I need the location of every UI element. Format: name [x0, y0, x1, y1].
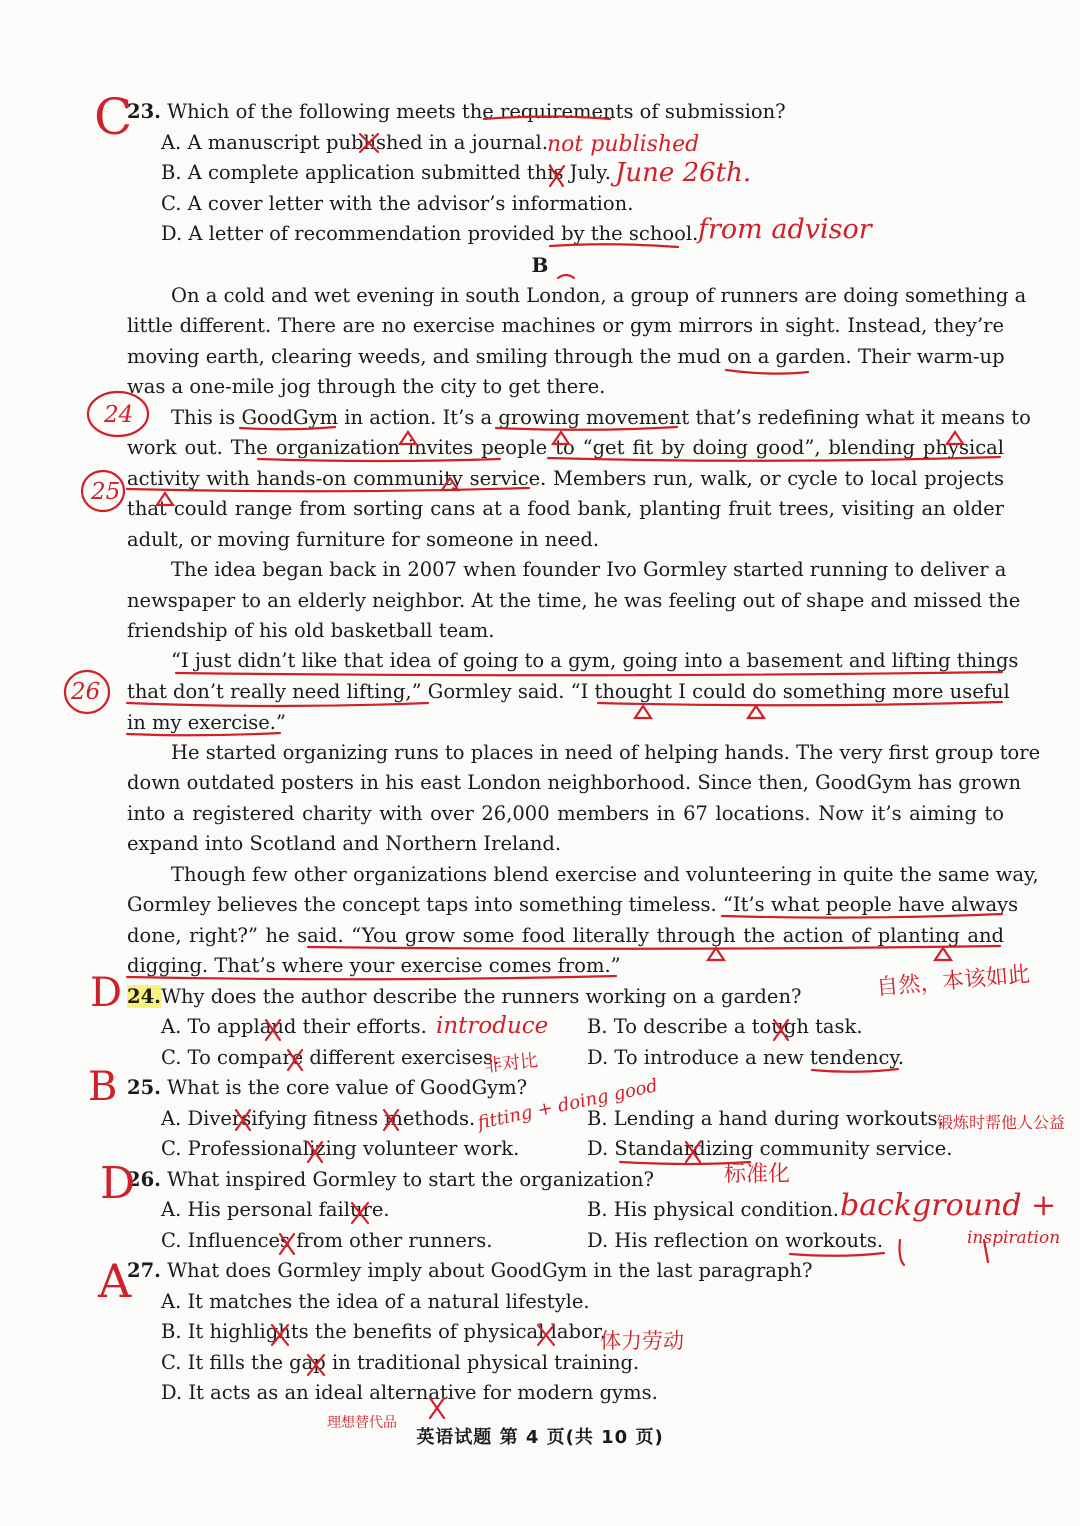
answer-mark-27: A	[98, 1254, 132, 1308]
note-not-published: not published	[547, 132, 700, 157]
question-25-stem: 25. What is the core value of GoodGym?	[127, 1076, 528, 1099]
circle-mark	[65, 671, 109, 713]
passage-line: little different. There are no exercise machines or gym mirrors in sight. Instead, they’re	[127, 314, 1004, 337]
note-natural: 自然，本该如此	[875, 962, 1031, 1001]
section-b-heading: B	[531, 253, 549, 277]
q25-option-b: B. Lending a hand during workouts.	[587, 1107, 944, 1130]
passage-line: newspaper to an elderly neighbor. At the time, he was feeling out of shape and missed the	[127, 589, 1021, 612]
triangle-mark	[947, 432, 963, 444]
question-26-stem: 26. What inspired Gormley to start the organization?	[127, 1168, 655, 1191]
note-introduce: introduce	[436, 1013, 549, 1039]
note-june: June 26th.	[615, 158, 752, 188]
answer-mark-24: D	[90, 970, 123, 1016]
triangle-mark	[157, 493, 173, 505]
q24-option-c: C. To compare different exercises.	[161, 1046, 500, 1069]
answer-mark-25: B	[88, 1064, 118, 1110]
answer-mark-23: C	[94, 88, 133, 146]
triangle-mark	[400, 432, 416, 444]
passage-line: “I just didn’t like that idea of going to a gym, going into a basement and lifting things	[171, 649, 1019, 672]
passage-line: expand into Scotland and Northern Ireland.	[127, 832, 562, 855]
triangle-mark	[553, 432, 569, 444]
passage-line: in my exercise.”	[127, 711, 286, 734]
passage-line: On a cold and wet evening in south London, a group of runners are doing something a	[171, 284, 1027, 307]
q23-option-c: C. A cover letter with the advisor’s information.	[161, 192, 634, 215]
q24-option-b: B. To describe a tough task.	[587, 1015, 863, 1038]
triangle-mark	[442, 478, 458, 490]
underline-mark	[900, 1240, 905, 1265]
passage-line: done, right?” he said. “You grow some food literally through the action of planting and	[127, 924, 1004, 947]
cross-mark	[272, 1325, 288, 1345]
underline-mark	[726, 370, 808, 374]
passage-line: work out. The organization invites people to “get fit by doing good”, blending physical	[127, 436, 1004, 459]
note-standardize: 标准化	[724, 1162, 791, 1187]
passage-line: digging. That’s where your exercise comes from.”	[127, 954, 621, 977]
cross-mark	[280, 1234, 294, 1254]
underline-mark	[496, 427, 677, 430]
triangle-mark	[708, 948, 724, 960]
note-fitting: fitting + doing good	[475, 1075, 660, 1134]
note-labor: 体力劳动	[600, 1329, 684, 1353]
underline-mark	[558, 275, 574, 278]
q27-option-a: A. It matches the idea of a natural lifestyle.	[161, 1290, 590, 1313]
cross-mark	[266, 1020, 280, 1040]
cross-mark	[308, 1142, 322, 1162]
cross-mark	[288, 1050, 302, 1070]
note-from-advisor: from advisor	[698, 214, 872, 245]
underline-mark	[484, 117, 610, 120]
underline-mark	[127, 488, 529, 491]
note-inspiration: inspiration	[967, 1228, 1061, 1248]
underline-mark	[127, 703, 428, 706]
margin-note-24: 24	[104, 402, 134, 428]
cross-mark	[236, 1110, 250, 1130]
q23-option-a: A. A manuscript published in a journal.	[161, 131, 548, 154]
underline-mark	[258, 459, 500, 461]
passage-line: The idea began back in 2007 when founder Ivo Gormley started running to deliver a	[171, 558, 1007, 581]
page-footer: 英语试题 第 4 页(共 10 页)	[416, 1427, 664, 1448]
q26-option-d: D. His reflection on workouts.	[587, 1229, 884, 1252]
note-background: background +	[840, 1188, 1057, 1223]
underline-mark	[548, 457, 1000, 461]
passage-line: Gormley believes the concept taps into something timeless. “It’s what people have always	[127, 893, 1019, 916]
q24-option-d: D. To introduce a new tendency.	[587, 1046, 905, 1069]
underline-mark	[790, 1253, 884, 1256]
underline-mark	[308, 946, 1000, 949]
triangle-mark	[635, 706, 651, 718]
passage-line: was a one-mile jog through the city to get there.	[127, 375, 606, 398]
underline-mark	[812, 1069, 898, 1072]
cross-mark	[308, 1355, 324, 1375]
q25-option-d: D. Standardizing community service.	[587, 1137, 953, 1160]
q27-option-d: D. It acts as an ideal alternative for modern gyms.	[161, 1381, 658, 1404]
cross-mark	[774, 1020, 788, 1040]
underline-mark	[240, 427, 335, 429]
underline-mark	[598, 702, 1002, 705]
cross-mark	[538, 1325, 554, 1345]
passage-line: activity with hands-on community service. Members run, walk, or cycle to local projects	[127, 467, 1004, 490]
underline-mark	[984, 1240, 988, 1262]
circle-mark	[82, 471, 124, 511]
q23-option-d: D. A letter of recommendation provided by the school.	[161, 222, 699, 245]
question-23-stem: 23. Which of the following meets the requirements of submission?	[127, 100, 786, 123]
circle-mark	[88, 392, 148, 436]
underline-mark	[127, 976, 616, 979]
underline-mark	[722, 914, 1002, 918]
q26-option-c: C. Influences from other runners.	[161, 1229, 493, 1252]
answer-mark-26: D	[100, 1158, 136, 1209]
underline-mark	[176, 672, 1002, 675]
q23-option-b: B. A complete application submitted this July.	[161, 161, 611, 184]
passage-line: friendship of his old basketball team.	[127, 619, 495, 642]
passage-line: down outdated posters in his east London neighborhood. Since then, GoodGym has grown	[127, 771, 1022, 794]
q25-option-c: C. Professionalizing volunteer work.	[161, 1137, 520, 1160]
q24-option-a: A. To applaud their efforts.	[161, 1015, 427, 1038]
cross-mark	[352, 1203, 368, 1223]
q26-option-a: A. His personal failure.	[161, 1198, 390, 1221]
passage-line: moving earth, clearing weeds, and smiling through the mud on a garden. Their warm-up	[127, 345, 1005, 368]
note-compare: 非对比	[483, 1050, 540, 1077]
question-27-stem: 27. What does Gormley imply about GoodGym in the last paragraph?	[127, 1259, 813, 1282]
cross-mark	[686, 1142, 700, 1162]
cross-mark	[384, 1110, 398, 1130]
q27-option-b: B. It highlights the benefits of physical labor.	[161, 1320, 607, 1343]
passage-line: that don’t really need lifting,” Gormley said. “I thought I could do something more useful	[127, 680, 1010, 703]
note-ideal: 理想替代品	[327, 1415, 397, 1431]
underline-mark	[550, 244, 678, 247]
underline-mark	[127, 733, 280, 735]
passage-line: Though few other organizations blend exercise and volunteering in quite the same way,	[171, 863, 1039, 886]
triangle-mark	[748, 706, 764, 718]
triangle-mark	[935, 948, 951, 960]
note-lending: 锻炼时帮他人公益	[937, 1113, 1066, 1132]
question-24-stem: 24.Why does the author describe the runners working on a garden?	[127, 985, 802, 1008]
passage-line: This is GoodGym in action. It’s a growing movement that’s redefining what it means to	[171, 406, 1031, 429]
passage-line: into a registered charity with over 26,000 members in 67 locations. Now it’s aiming to	[127, 802, 1004, 825]
passage-line: adult, or moving furniture for someone in need.	[127, 528, 600, 551]
margin-note-26: 26	[71, 679, 101, 705]
margin-note-25: 25	[91, 479, 121, 505]
cross-mark	[550, 166, 564, 186]
passage-line: that could range from sorting cans at a food bank, planting fruit trees, visiting an older	[127, 497, 1004, 520]
q27-option-c: C. It fills the gap in traditional physical training.	[161, 1351, 640, 1374]
q25-option-a: A. Diversifying fitness methods.	[161, 1107, 476, 1130]
q26-option-b: B. His physical condition.	[587, 1198, 839, 1221]
passage-line: He started organizing runs to places in need of helping hands. The very first group tore	[171, 741, 1041, 764]
cross-mark	[360, 134, 378, 152]
cross-mark	[430, 1398, 444, 1418]
